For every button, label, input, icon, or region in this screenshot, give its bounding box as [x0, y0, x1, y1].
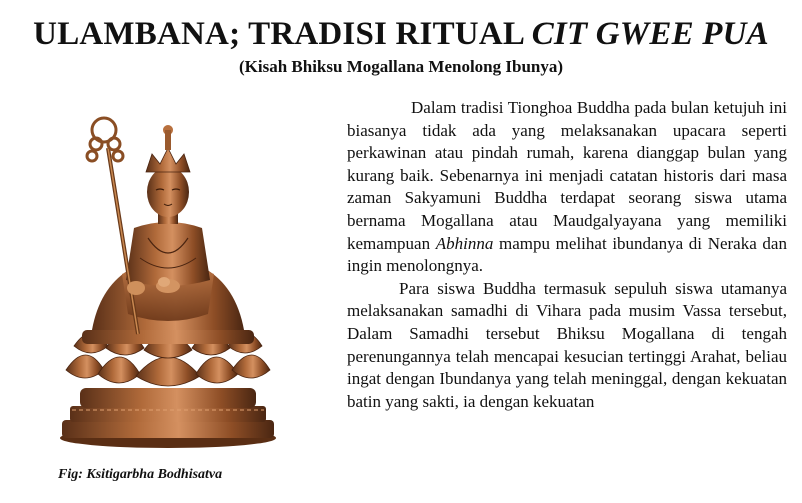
paragraph-1-text-end: mampu melihat ibundanya di Neraka dan ingin menolongnya.: [347, 233, 787, 276]
page-subtitle: (Kisah Bhiksu Mogallana Menolong Ibunya): [238, 57, 564, 76]
article-body: [347, 97, 787, 413]
article-paragraph-2: Para siswa Buddha termasuk sepuluh siswa utamanya melaksanakan samadhi di Vihara pada musim Vassa tersebut, Dalam Samadhi tersebut Bhiksu Mogallana di tengah perenungannya telah mencapai kesucian tertinggi Arahat, beliau ingat dengan Ibundanya yang telah meninggal, dengan kekuatan batin yang sakti, ia dengan kekuatan: [347, 278, 787, 411]
article-paragraph-1: [347, 97, 787, 278]
title-italic: CIT GWEE PUA: [531, 16, 769, 52]
page-title: [0, 14, 802, 54]
statue-image: [52, 108, 284, 450]
figure-caption: Fig: Ksitigarbha Bodhisatva: [58, 467, 223, 482]
title-main: ULAMBANA; TRADISI RITUAL: [33, 16, 532, 52]
ksitigarbha-statue-illustration: [52, 108, 284, 450]
paragraph-1-text-start: Dalam tradisi Tionghoa Buddha pada bulan ketujuh ini biasanya tidak ada yang melaksanakan upacara seperti perkawinan atau pindah rumah, karena dianggap bulan yang kurang baik. Sebenarnya ini menjadi catatan historis dari masa zaman Sakyamuni Buddha terdapat seorang siswa utama bernama Mogallana atau Maudgalyayana yang memiliki kemampuan: [347, 98, 787, 253]
abhinna-term: Abhinna: [435, 233, 494, 253]
